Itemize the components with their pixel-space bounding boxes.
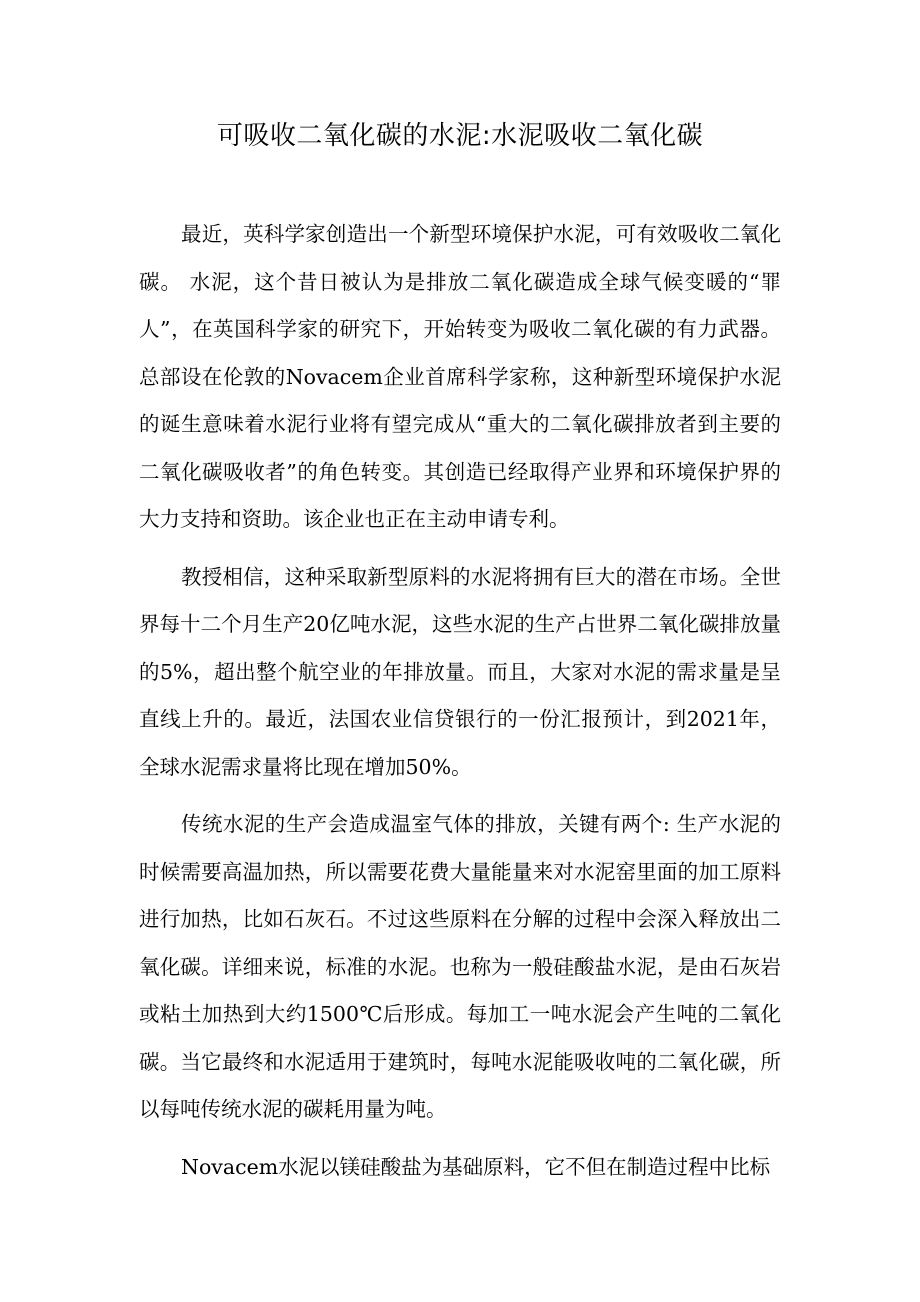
paragraph-2: 教授相信，这种采取新型原料的水泥将拥有巨大的潜在市场。全世界每十二个月生产20亿吨水泥，这些水泥的生产占世界二氧化碳排放量的5%，超出整个航空业的年排放量。而且，大家对水泥的需求量是呈直线上升的。最近，法国农业信贷银行的一份汇报预计，到2021年，全球水泥需求量将比现在增加50%。 bbox=[139, 564, 781, 779]
document-body bbox=[139, 211, 781, 1201]
paragraph-3: 传统水泥的生产会造成温室气体的排放，关键有两个: 生产水泥的时候需要高温加热，所以需要花费大量能量来对水泥窑里面的加工原料进行加热，比如石灰石。不过这些原料在分解的过程中会深入释放出二氧化碳。详细来说，标准的水泥。也称为一般硅酸盐水泥，是由石灰岩或粘土加热到大约1500℃后形成。每加工一吨水泥会产生吨的二氧化碳。当它最终和水泥适用于建筑时，每吨水泥能吸收吨的二氧化碳，所以每吨传统水泥的碳耗用量为吨。 bbox=[139, 812, 781, 1121]
paragraph-4: Novacem水泥以镁硅酸盐为基础原料，它不但在制造过程中比标 bbox=[181, 1154, 771, 1179]
document-title: 可吸收二氧化碳的水泥:水泥吸收二氧化碳 bbox=[216, 121, 704, 151]
paragraph-1: 最近，英科学家创造出一个新型环境保护水泥，可有效吸收二氧化碳。 水泥，这个昔日被认为是排放二氧化碳造成全球气候变暖的“罪人”，在英国科学家的研究下，开始转变为吸收二氧化碳的有力武器。总部设在伦敦的Novacem企业首席科学家称，这种新型环境保护水泥的诞生意味着水泥行业将有望完成从“重大的二氧化碳排放者到主要的二氧化碳吸收者”的角色转变。其创造已经取得产业界和环境保护界的大力支持和资助。该企业也正在主动申请专利。 bbox=[139, 222, 781, 531]
